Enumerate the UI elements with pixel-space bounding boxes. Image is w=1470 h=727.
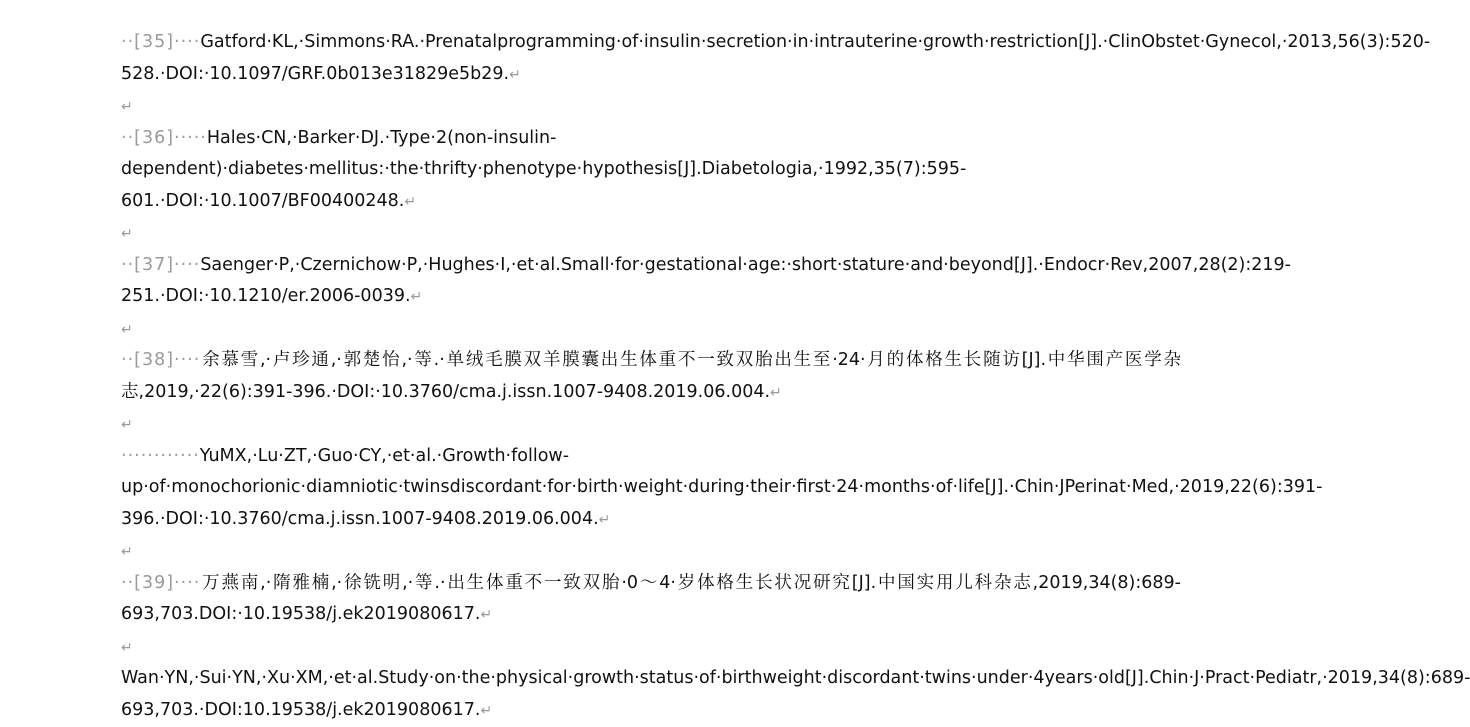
ref-prefix: ··[37]····	[121, 254, 201, 275]
paragraph-mark-icon: ↵	[121, 639, 133, 656]
empty-paragraph[interactable]	[121, 218, 1181, 250]
reference-36[interactable]	[121, 123, 1181, 219]
ref-text: Gatford·KL,·Simmons·RA.·Prenatalprogramming·of·insulin·secretion·in·intrauterine·growth·restriction[J].·ClinObstet·Gynecol,·2013,56(3):520-528.·DOI:·10.1097/GRF.0b013e31829e5b29.	[121, 32, 1431, 84]
paragraph-mark-icon: ↵	[480, 702, 493, 719]
paragraph-mark-icon: ↵	[509, 66, 521, 83]
reference-37[interactable]	[121, 250, 1291, 314]
empty-paragraph[interactable]	[121, 632, 1181, 664]
reference-38[interactable]	[121, 345, 1181, 409]
paragraph-mark-icon: ↵	[121, 99, 133, 115]
ref-text: 万燕南,·隋雅楠,·徐铣明,·等.·出生体重不一致双胎·0～4·岁体格生长状况研究[J].中国实用儿科杂志,2019,34(8):689-693,703.DOI:·10.19538/j.ek2019080617.	[121, 572, 1181, 624]
paragraph-mark-icon: ↵	[121, 226, 133, 242]
paragraph-mark-icon: ↵	[770, 384, 782, 401]
ref-text: YuMX,·Lu·ZT,·Guo·CY,·et·al.·Growth·follow-up·of·monochorionic·diamniotic·twinsdiscordant·for·birth·weight·during·their·first·24·months·of·life[J].·Chin·JPerinat·Med,·2019,22(6):391-396.·DOI:·10.3760/cma.j.issn.1007-9408.2019.06.004.	[121, 445, 1323, 529]
ref-prefix: ············	[121, 445, 200, 466]
empty-paragraph[interactable]	[121, 536, 1181, 568]
empty-paragraph[interactable]	[121, 91, 1181, 123]
paragraph-mark-icon: ↵	[121, 544, 133, 560]
reference-39-english[interactable]	[121, 663, 1470, 727]
ref-prefix: ··[36]·····	[121, 127, 207, 148]
paragraph-mark-icon: ↵	[121, 321, 133, 338]
reference-38-english[interactable]	[121, 441, 1323, 537]
empty-paragraph[interactable]	[121, 409, 1181, 441]
ref-prefix: ··[38]····	[121, 350, 201, 370]
paragraph-mark-icon: ↵	[121, 417, 133, 433]
ref-prefix: ··[39]····	[121, 572, 201, 593]
document-page	[121, 27, 1470, 727]
ref-prefix: ··[35]····	[121, 32, 201, 52]
ref-text: Hales·CN,·Barker·DJ.·Type·2(non-insulin-dependent)·diabetes·mellitus:·the·thrifty·phenotype·hypothesis[J].Diabetologia,·1992,35(7):595-601.·DOI:·10.1007/BF00400248.	[121, 127, 967, 211]
ref-text: Saenger·P,·Czernichow·P,·Hughes·I,·et·al.Small·for·gestational·age:·short·stature·and·beyond[J].·Endocr·Rev,2007,28(2):219-251.·DOI:·10.1210/er.2006-0039.	[121, 254, 1291, 306]
paragraph-mark-icon: ↵	[480, 607, 493, 623]
paragraph-mark-icon: ↵	[404, 193, 417, 210]
reference-35[interactable]	[121, 27, 1431, 91]
paragraph-mark-icon: ↵	[410, 289, 423, 305]
ref-text: 余慕雪,·卢珍通,·郭楚怡,·等.·单绒毛膜双羊膜囊出生体重不一致双胎出生至·24·月的体格生长随访[J].中华围产医学杂志,2019,·22(6):391-396.·DOI:·10.3760/cma.j.issn.1007-9408.2019.06.004.	[121, 350, 1181, 402]
paragraph-mark-icon: ↵	[598, 511, 611, 528]
ref-text: Wan·YN,·Sui·YN,·Xu·XM,·et·al.Study·on·the·physical·growth·status·of·birthweight·discordant·twins·under·4years·old[J].Chin·J·Pract·Pediatr,·2019,34(8):689-693,703.·DOI:10.19538/j.ek2019080617.	[121, 668, 1470, 720]
empty-paragraph[interactable]	[121, 314, 1181, 346]
reference-39[interactable]	[121, 568, 1181, 632]
